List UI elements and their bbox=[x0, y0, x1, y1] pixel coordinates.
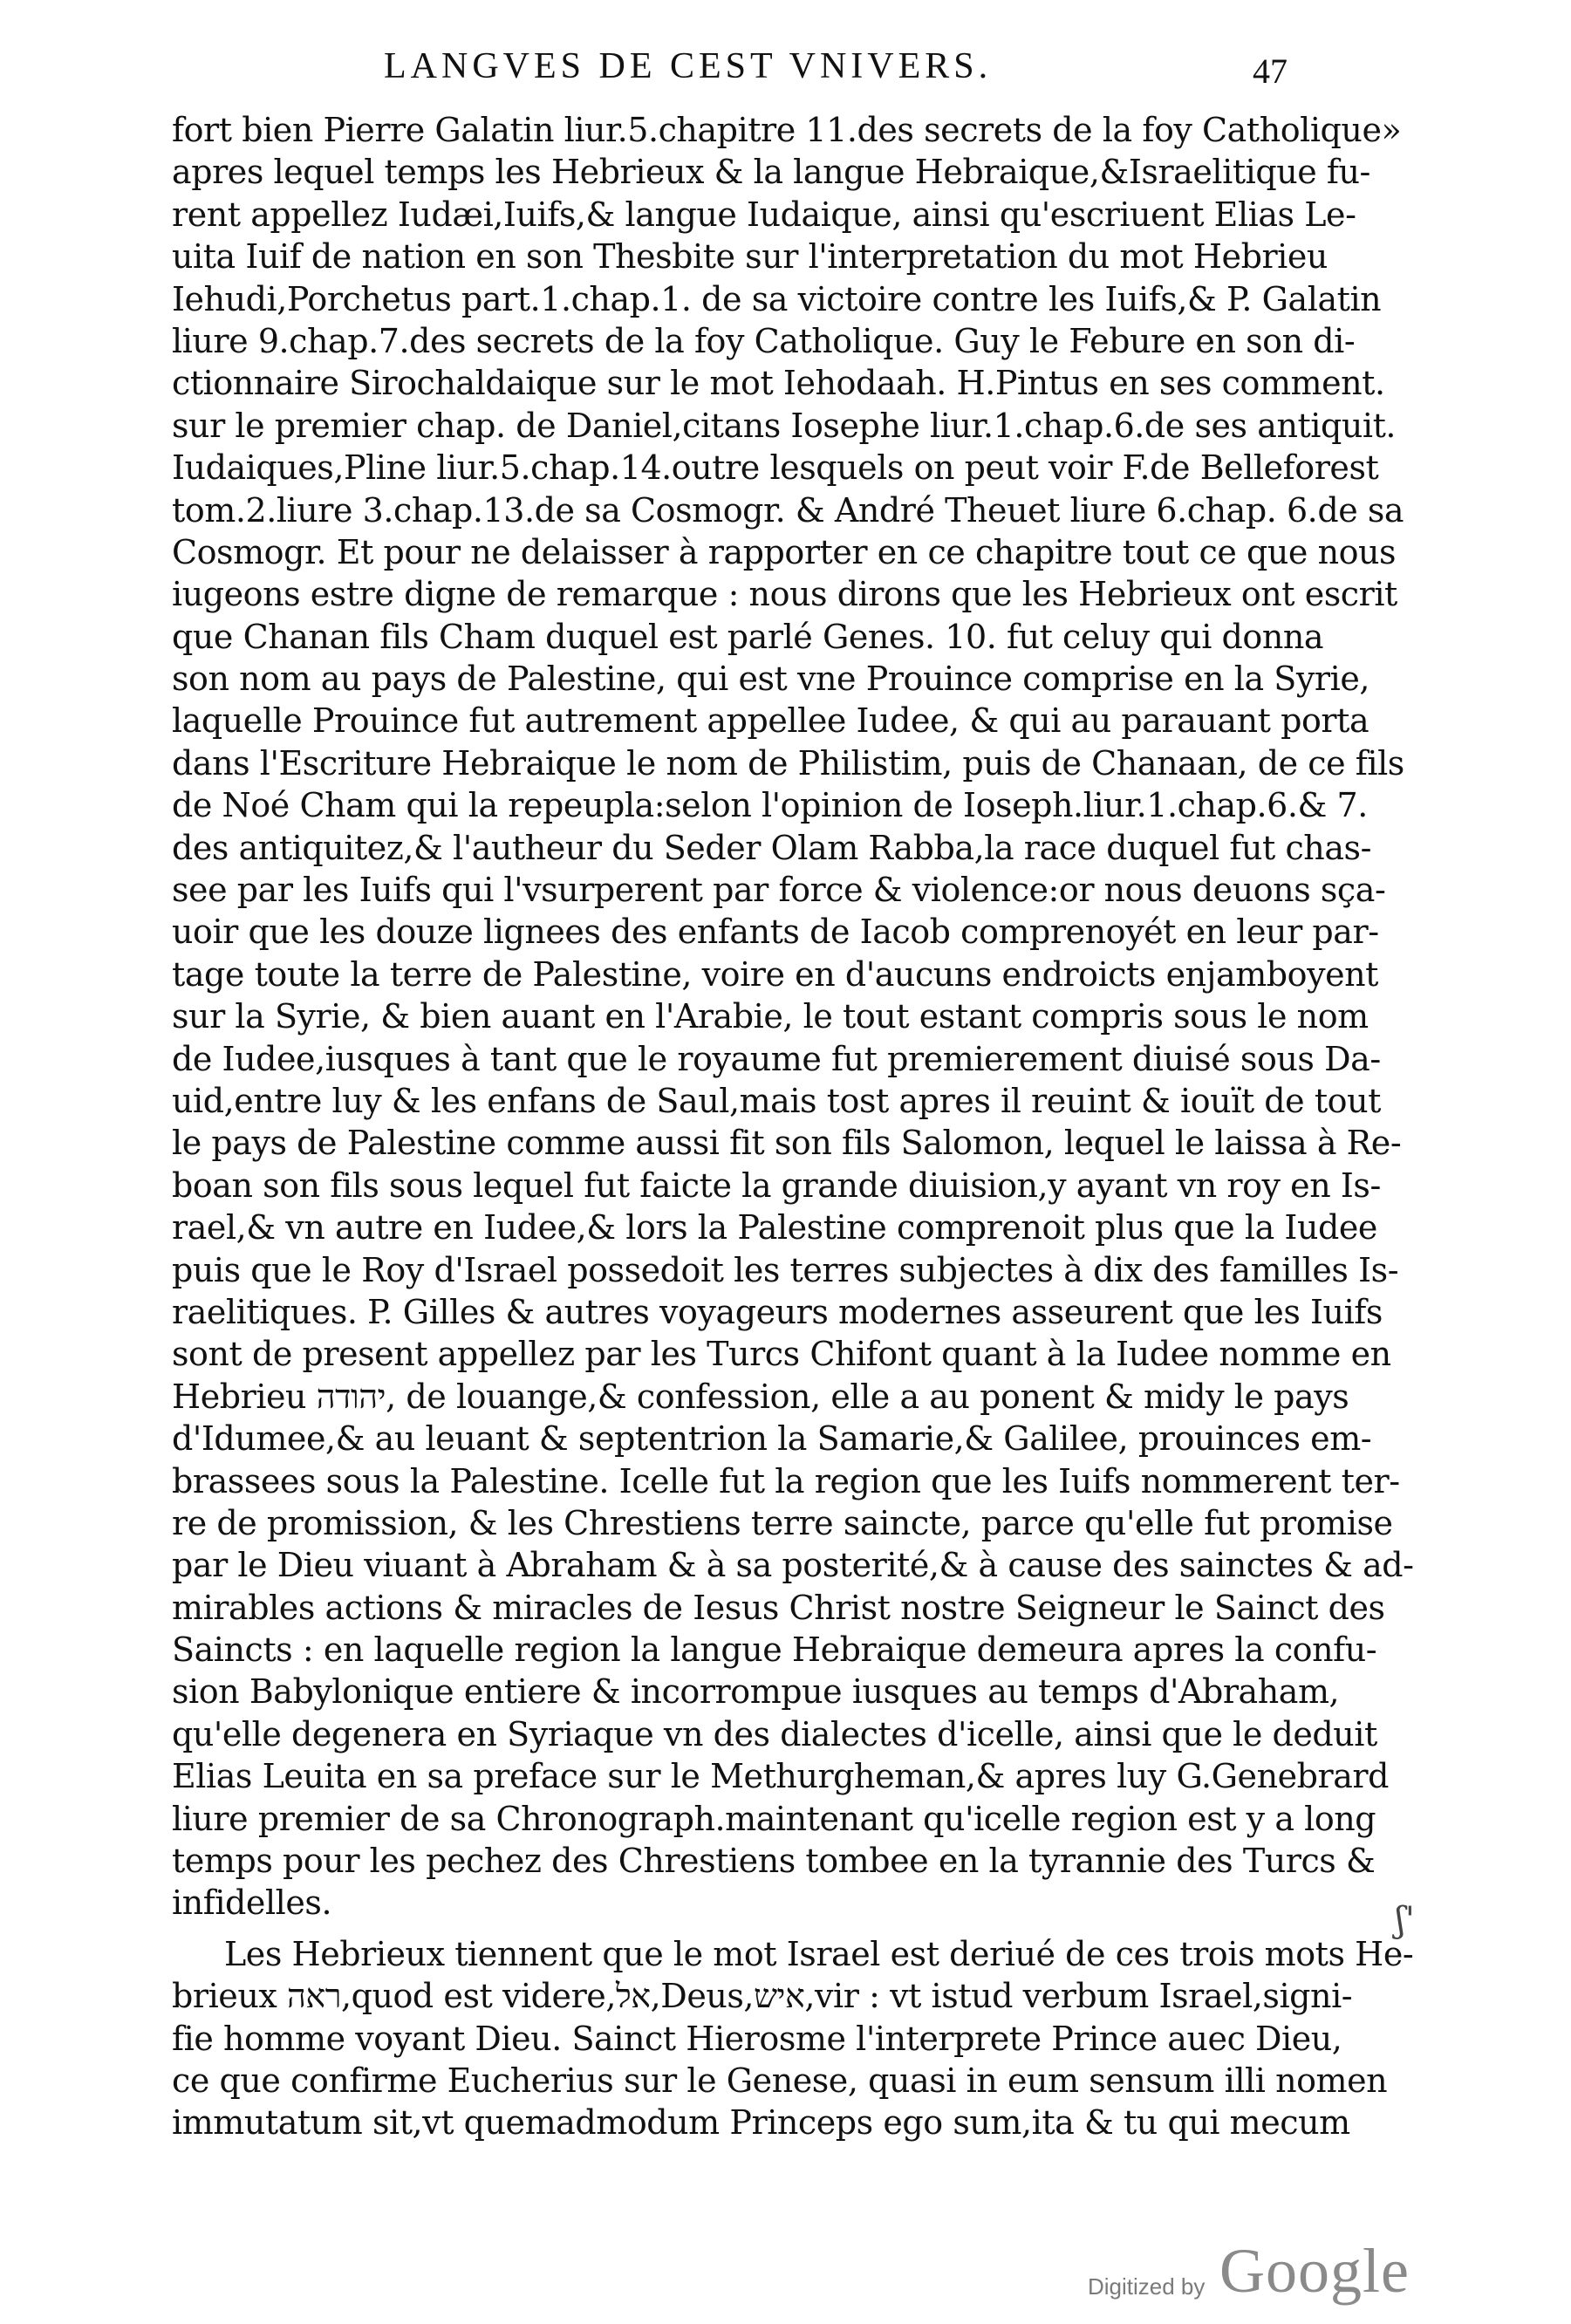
text-line: uoir que les douze lignees des enfants de Iacob comprenoyét en leur par- bbox=[172, 913, 1379, 952]
page-number: 47 bbox=[1253, 51, 1288, 91]
text-line: puis que le Roy d'Israel possedoit les terres subjectes à dix des familles Is- bbox=[172, 1250, 1399, 1289]
text-line: uita Iuif de nation en son Thesbite sur l'interpretation du mot Hebrieu bbox=[172, 237, 1328, 277]
text-line: see par les Iuifs qui l'vsurperent par force & violence:or nous deuons sça- bbox=[172, 871, 1386, 910]
text-line: sion Babylonique entiere & incorrompue iusques au temps d'Abraham, bbox=[172, 1672, 1340, 1712]
text-line: par le Dieu viuant à Abraham & à sa posterité,& à cause des sainctes & ad- bbox=[172, 1546, 1414, 1585]
text-line: immutatum sit,vt quemadmodum Princeps ego sum,ita & tu qui mecum bbox=[172, 2103, 1350, 2143]
text-line: brassees sous la Palestine. Icelle fut la region que les Iuifs nommerent ter- bbox=[172, 1461, 1400, 1500]
text-line: mirables actions & miracles de Iesus Christ nostre Seigneur le Sainct des bbox=[172, 1588, 1385, 1627]
text-line: liure premier de sa Chronograph.maintenant qu'icelle region est y a long bbox=[172, 1799, 1376, 1838]
text-line: infidelles. bbox=[172, 1883, 332, 1923]
text-line: tom.2.liure 3.chap.13.de sa Cosmogr. & André Theuet liure 6.chap. 6.de sa bbox=[172, 490, 1404, 530]
text-line: liure 9.chap.7.des secrets de la foy Catholique. Guy le Febure en son di- bbox=[172, 321, 1356, 360]
text-line: ce que confirme Eucherius sur le Genese, quasi in eum sensum illi nomen bbox=[172, 2061, 1388, 2100]
text-line: Iehudi,Porchetus part.1.chap.1. de sa victoire contre les Iuifs,& P. Galatin bbox=[172, 279, 1382, 318]
text-line: sont de present appellez par les Turcs Chifont quant à la Iudee nomme en bbox=[172, 1335, 1391, 1374]
text-line: que Chanan fils Cham duquel est parlé Genes. 10. fut celuy qui donna bbox=[172, 617, 1324, 656]
text-line: son nom au pays de Palestine, qui est vne Prouince comprise en la Syrie, bbox=[172, 660, 1370, 699]
text-line: laquelle Prouince fut autrement appellee Iudee, & qui au parauant porta bbox=[172, 701, 1370, 741]
text-line: dans l'Escriture Hebraique le nom de Philistim, puis de Chanaan, de ce fils bbox=[172, 743, 1404, 783]
text-line: iugeons estre digne de remarque : nous dirons que les Hebrieux ont escrit bbox=[172, 575, 1397, 614]
text-line: qu'elle degenera en Syriaque vn des dialectes d'icelle, ainsi que le deduit bbox=[172, 1714, 1377, 1753]
text-line: brieux ראה,quod est videre,אל,Deus,איש,vir : vt istud verbum Israel,signi- bbox=[172, 1977, 1353, 2016]
paragraph-gap bbox=[172, 1924, 1332, 1933]
text-line: des antiquitez,& l'autheur du Seder Olam Rabba,la race duquel fut chas- bbox=[172, 828, 1371, 867]
text-line: sur le premier chap. de Daniel,citans Iosephe liur.1.chap.6.de ses antiquit. bbox=[172, 406, 1397, 445]
text-line: Cosmogr. Et pour ne delaisser à rapporter en ce chapitre tout ce que nous bbox=[172, 532, 1397, 571]
text-line: tage toute la terre de Palestine, voire en d'aucuns endroicts enjamboyent bbox=[172, 954, 1379, 994]
text-line: de Noé Cham qui la repeupla:selon l'opinion de Ioseph.liur.1.chap.6.& 7. bbox=[172, 786, 1368, 825]
running-title: LANGVES DE CEST VNIVERS. bbox=[384, 46, 993, 86]
text-line: uid,entre luy & les enfans de Saul,mais tost apres il reuint & iouït de tout bbox=[172, 1081, 1381, 1120]
text-line: re de promission, & les Chrestiens terre saincte, parce qu'elle fut promise bbox=[172, 1503, 1393, 1542]
margin-mark: ʃ' bbox=[1396, 1900, 1415, 1940]
text-line: fort bien Pierre Galatin liur.5.chapitre 11.des secrets de la foy Catholique» bbox=[172, 111, 1402, 149]
text-line: le pays de Palestine comme aussi fit son fils Salomon, lequel le laissa à Re- bbox=[172, 1124, 1402, 1163]
body-text bbox=[172, 109, 1414, 2144]
digitized-by-label: Digitized by bbox=[1088, 2273, 1206, 2300]
text-line: sur la Syrie, & bien auant en l'Arabie, le tout estant compris sous le nom bbox=[172, 997, 1369, 1036]
text-line: temps pour les pechez des Chrestiens tombee en la tyrannie des Turcs & bbox=[172, 1842, 1376, 1881]
text-line: rael,& vn autre en Iudee,& lors la Palestine comprenoit plus que la Iudee bbox=[172, 1208, 1377, 1247]
text-line: de Iudee,iusques à tant que le royaume fut premierement diuisé sous Da- bbox=[172, 1039, 1381, 1078]
text-line: Hebrieu יהודה, de louange,& confession, elle a au ponent & midy le pays bbox=[172, 1377, 1349, 1416]
text-line: Saincts : en laquelle region la langue Hebraique demeura apres la confu- bbox=[172, 1630, 1377, 1670]
text-line: raelitiques. P. Gilles & autres voyageurs modernes asseurent que les Iuifs bbox=[172, 1292, 1383, 1331]
text-line: fie homme voyant Dieu. Sainct Hierosme l'interprete Prince auec Dieu, bbox=[172, 2019, 1342, 2058]
text-line: Elias Leuita en sa preface sur le Methurgheman,& apres luy G.Genebrard bbox=[172, 1757, 1390, 1796]
text-line: boan son fils sous lequel fut faicte la grande diuision,y ayant vn roy en Is- bbox=[172, 1165, 1381, 1205]
google-watermark: Google bbox=[1219, 2236, 1410, 2306]
text-line: ctionnaire Sirochaldaique sur le mot Iehodaah. H.Pintus en ses comment. bbox=[172, 364, 1385, 403]
text-line: Les Hebrieux tiennent que le mot Israel est deriué de ces trois mots He- bbox=[224, 1934, 1414, 1973]
text-line: Iudaiques,Pline liur.5.chap.14.outre lesquels on peut voir F.de Belleforest bbox=[172, 448, 1379, 488]
text-line: rent appellez Iudæi,Iuifs,& langue Iudaique, ainsi qu'escriuent Elias Le- bbox=[172, 195, 1356, 234]
text-line: apres lequel temps les Hebrieux & la langue Hebraique,&Israelitique fu- bbox=[172, 153, 1370, 192]
text-line: d'Idumee,& au leuant & septentrion la Samarie,& Galilee, prouinces em- bbox=[172, 1419, 1372, 1459]
